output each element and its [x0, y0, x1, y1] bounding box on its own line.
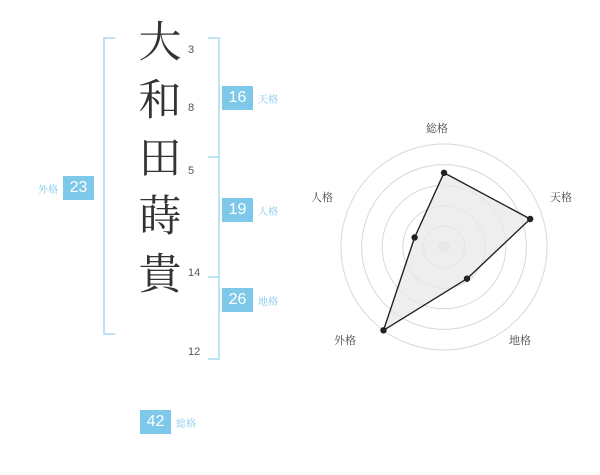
name-kakusu-diagram — [0, 0, 300, 470]
chikaku-value: 26 — [222, 288, 253, 312]
gaikaku-value: 23 — [63, 176, 94, 200]
radar-axis-label-tenkaku: 天格 — [550, 192, 572, 204]
radar-chart-svg — [300, 0, 600, 470]
chikaku-label: 地格 — [258, 296, 278, 308]
radar-axis-label-chikaku: 地格 — [509, 335, 531, 347]
radar-axis-label-jinkaku: 人格 — [311, 192, 333, 204]
jinkaku-value: 19 — [222, 198, 253, 222]
tenkaku-chip — [222, 86, 278, 110]
stroke-count: 8 — [188, 102, 195, 114]
chikaku-chip — [222, 288, 278, 312]
stroke-count: 5 — [188, 165, 195, 177]
radar-axis-label-gaikaku: 外格 — [334, 335, 356, 347]
kanji-column — [130, 14, 190, 304]
stroke-count: 12 — [188, 346, 201, 358]
kanji-char: 大 — [138, 18, 182, 68]
soukaku-label: 総格 — [176, 418, 196, 430]
soukaku-value: 42 — [140, 410, 171, 434]
radar-axis-label-soukaku: 総格 — [426, 123, 448, 135]
chikaku-bracket — [208, 276, 220, 360]
soukaku-chip — [140, 410, 196, 434]
gaikaku-label: 外格 — [38, 184, 58, 196]
tenkaku-value: 16 — [222, 86, 253, 110]
stroke-count: 14 — [188, 267, 201, 279]
gaikaku-chip — [38, 176, 94, 200]
kanji-char: 蒔 — [138, 192, 182, 242]
jinkaku-chip — [222, 198, 278, 222]
kanji-char: 田 — [138, 134, 182, 184]
radar-chart — [300, 0, 600, 470]
jinkaku-bracket — [208, 156, 220, 278]
stroke-count: 3 — [188, 44, 195, 56]
tenkaku-bracket — [208, 37, 220, 158]
kanji-char: 和 — [138, 76, 182, 126]
gaikaku-bracket — [103, 37, 115, 335]
tenkaku-label: 天格 — [258, 94, 278, 106]
kanji-char: 貴 — [138, 250, 182, 300]
jinkaku-label: 人格 — [258, 206, 278, 218]
